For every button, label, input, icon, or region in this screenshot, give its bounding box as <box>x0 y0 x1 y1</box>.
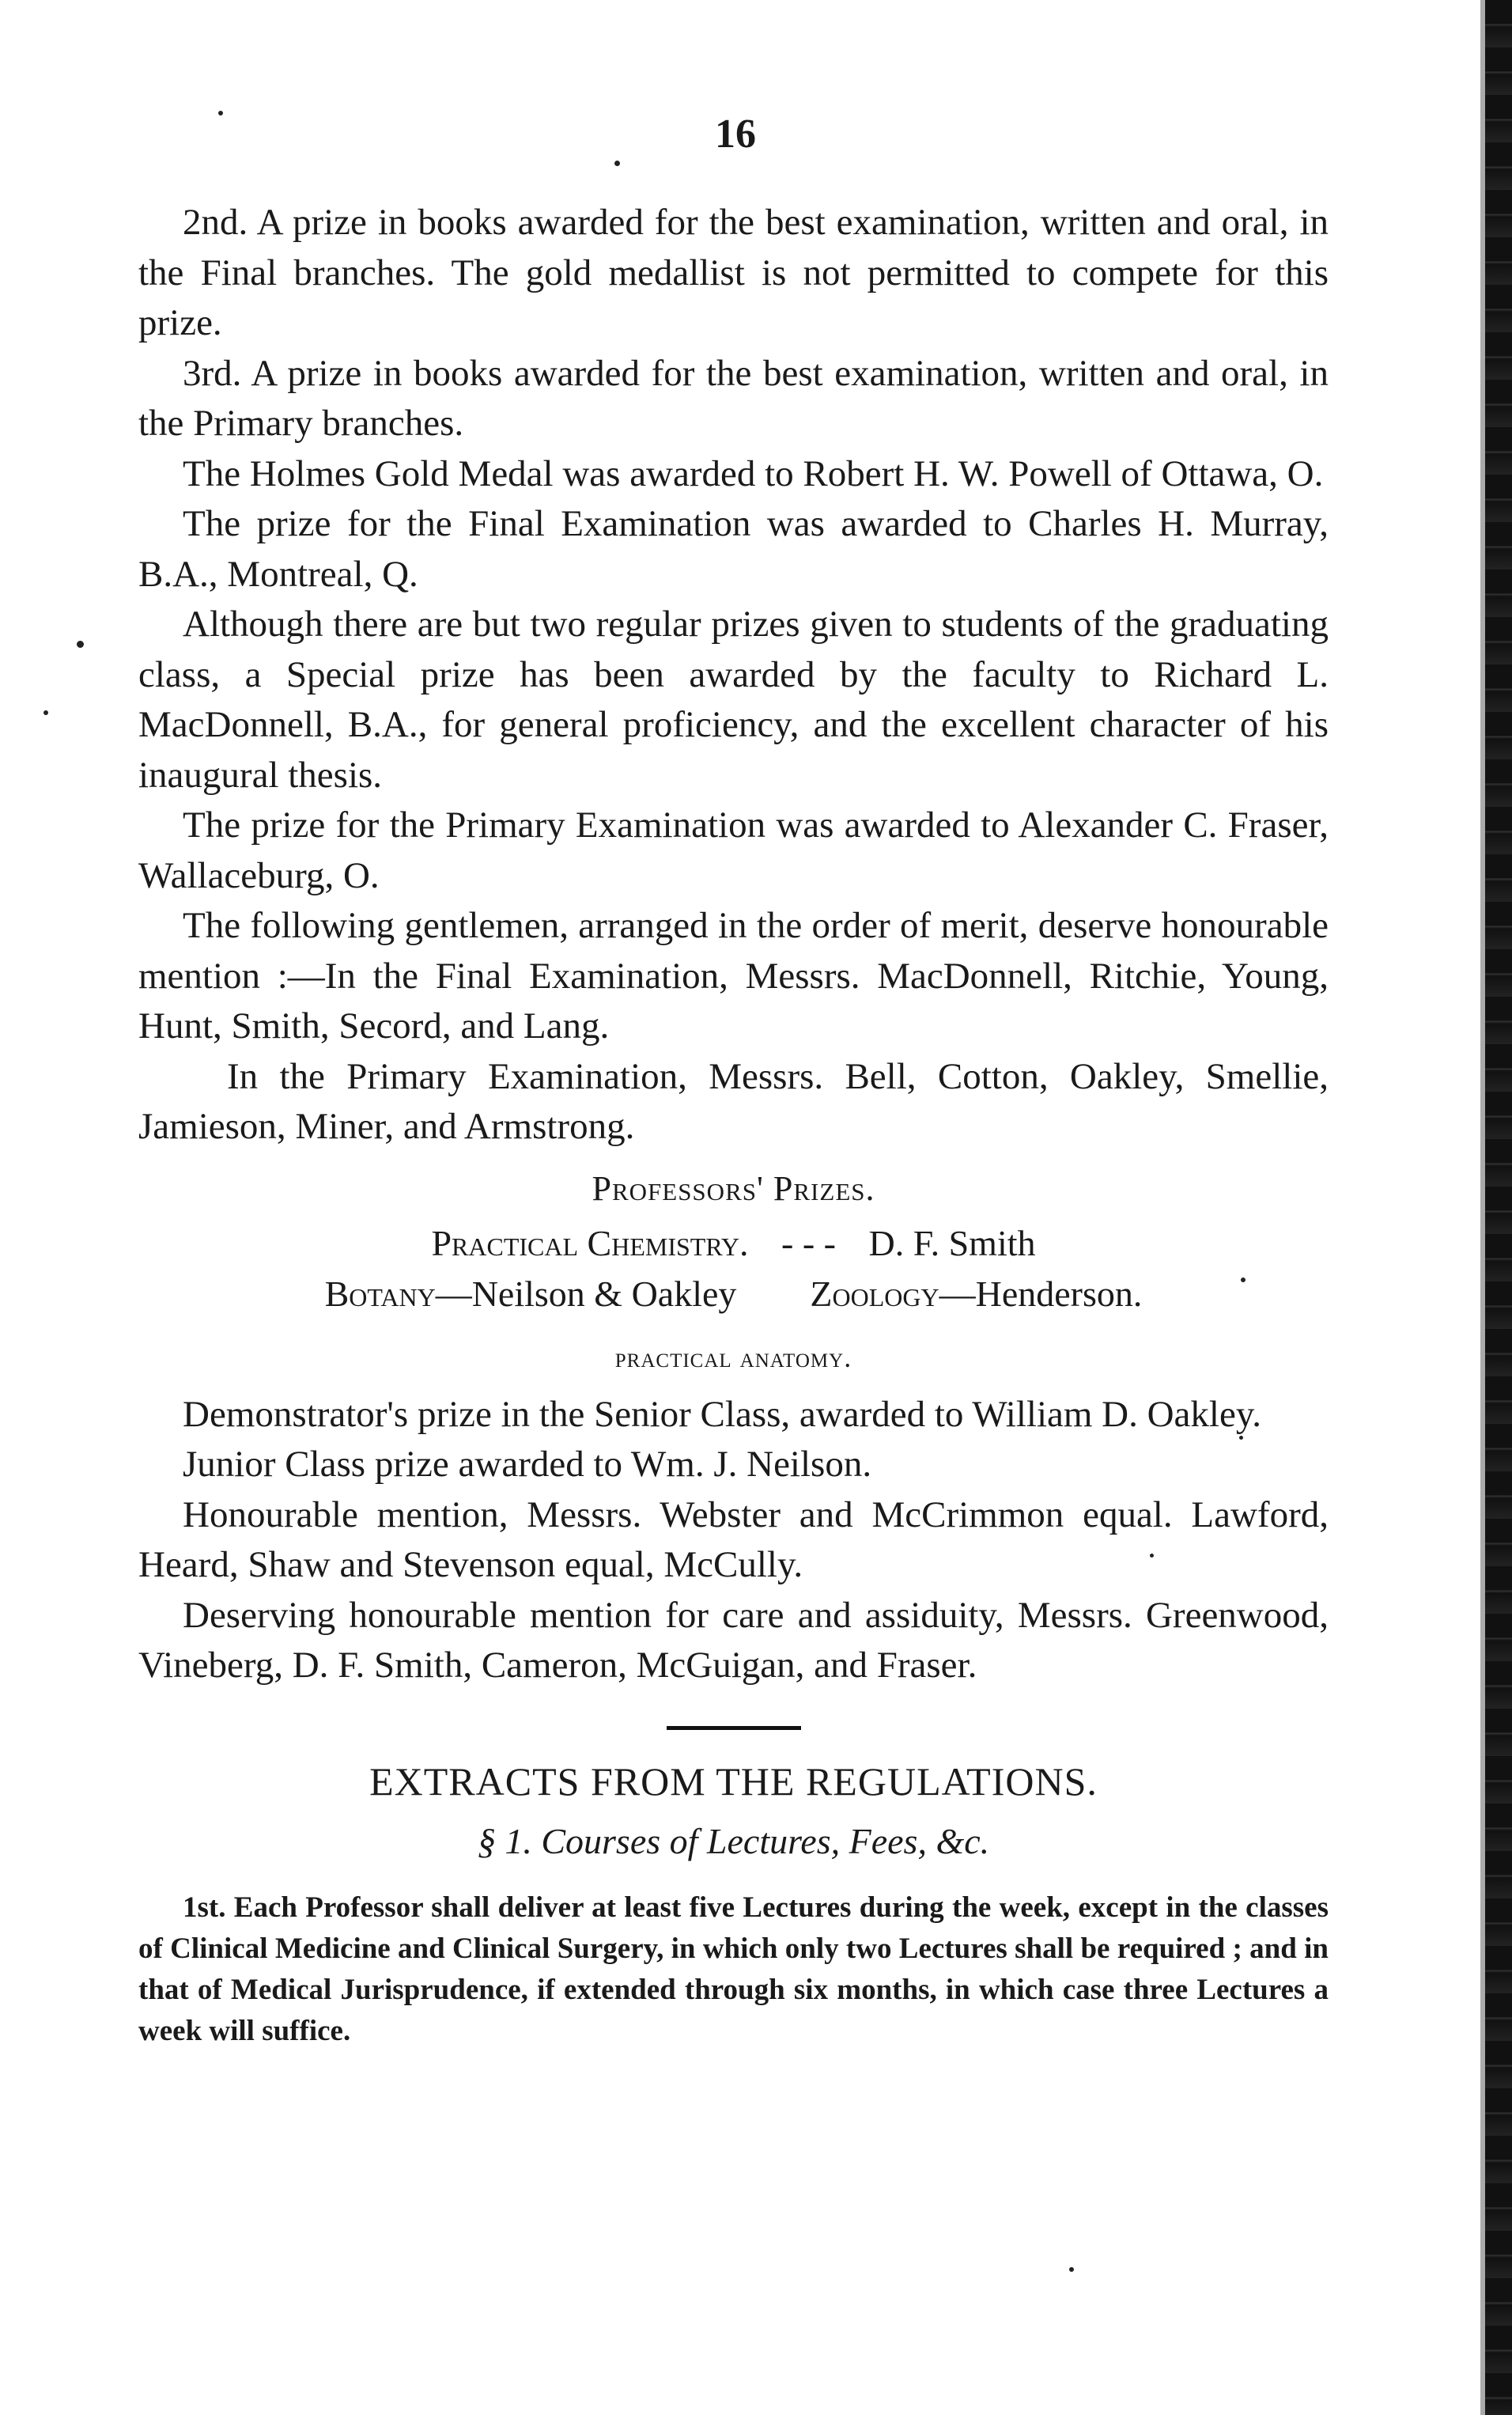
regulations-subtitle: § 1. Courses of Lectures, Fees, &c. <box>477 1821 990 1861</box>
chemistry-dashes: - - - <box>781 1223 836 1263</box>
paragraph-third-prize: 3rd. A prize in books awarded for the best examination, written and oral, in the Primary branches. <box>138 352 1329 444</box>
section-divider <box>667 1726 801 1730</box>
paragraph-demonstrator-prize: Demonstrator's prize in the Senior Class, awarded to William D. Oakley. <box>183 1393 1262 1435</box>
paragraph-final-prize: The prize for the Final Examination was awarded to Charles H. Murray, B.A., Montreal, Q. <box>138 503 1329 595</box>
page-number: 16 <box>715 112 756 157</box>
paragraph-primary-prize: The prize for the Primary Examination was awarded to Alexander C. Fraser, Wallaceburg, O. <box>138 804 1329 896</box>
zoology-winner: —Henderson. <box>939 1273 1143 1314</box>
paragraph-junior-prize: Junior Class prize awarded to Wm. J. Neilson. <box>183 1444 872 1485</box>
print-speck <box>1069 2267 1074 2272</box>
print-speck <box>614 161 620 166</box>
paragraph-second-prize: 2nd. A prize in books awarded for the best examination, written and oral, in the Final branches. The gold medallist is not permitted to compete for this prize. <box>138 202 1329 343</box>
botany-zoology-row <box>138 1269 1329 1319</box>
book-spine <box>1485 0 1512 2415</box>
regulation-first: 1st. Each Professor shall deliver at least five Lectures during the week, except in the classes of Clinical Medicine and Clinical Surgery, in which only two Lectures shall be required ; and in that of Medical Jurisprudence, if extended through six months, in which case three Lectures a week will suffice. <box>138 1891 1329 2047</box>
print-speck <box>77 641 84 648</box>
botany-winner: —Neilson & Oakley <box>435 1273 737 1314</box>
zoology-label: Zoology <box>810 1273 939 1314</box>
paragraph-holmes-medal: The Holmes Gold Medal was awarded to Robert H. W. Powell of Ottawa, O. <box>183 452 1324 494</box>
chemistry-label: Practical Chemistry. <box>431 1223 749 1263</box>
regulations-body <box>138 1887 1329 2052</box>
paragraph-honourable-mention: The following gentlemen, arranged in the order of merit, deserve honourable mention :—In the Final Examination, Messrs. MacDonnell, Ritchie, Young, Hunt, Smith, Secord, and Lang. <box>138 905 1329 1047</box>
chemistry-prize-row <box>138 1218 1329 1269</box>
practical-anatomy-heading: practical anatomy. <box>614 1342 852 1373</box>
paragraph-primary-mention: In the Primary Examination, Messrs. Bell, Cotton, Oakley, Smellie, Jamieson, Miner, and Armstrong. <box>138 1055 1329 1147</box>
paragraph-anatomy-mention: Honourable mention, Messrs. Webster and McCrimmon equal. Lawford, Heard, Shaw and Stevenson equal, McCully. <box>138 1493 1329 1585</box>
professors-prizes-heading: Professors' Prizes. <box>592 1168 875 1208</box>
chemistry-winner: D. F. Smith <box>868 1223 1036 1263</box>
page-body <box>138 198 1329 2052</box>
botany-label: Botany <box>324 1273 436 1314</box>
print-speck <box>43 710 48 715</box>
regulations-title: EXTRACTS FROM THE REGULATIONS. <box>369 1758 1098 1804</box>
paragraph-assiduity-mention: Deserving honourable mention for care and assiduity, Messrs. Greenwood, Vineberg, D. F. Smith, Cameron, McGuigan, and Fraser. <box>138 1594 1329 1686</box>
paragraph-special-prize: Although there are but two regular prizes given to students of the graduating class, a Special prize has been awarded by the faculty to Richard L. MacDonnell, B.A., for general proficiency, and the excellent character of his inaugural thesis. <box>138 604 1329 796</box>
